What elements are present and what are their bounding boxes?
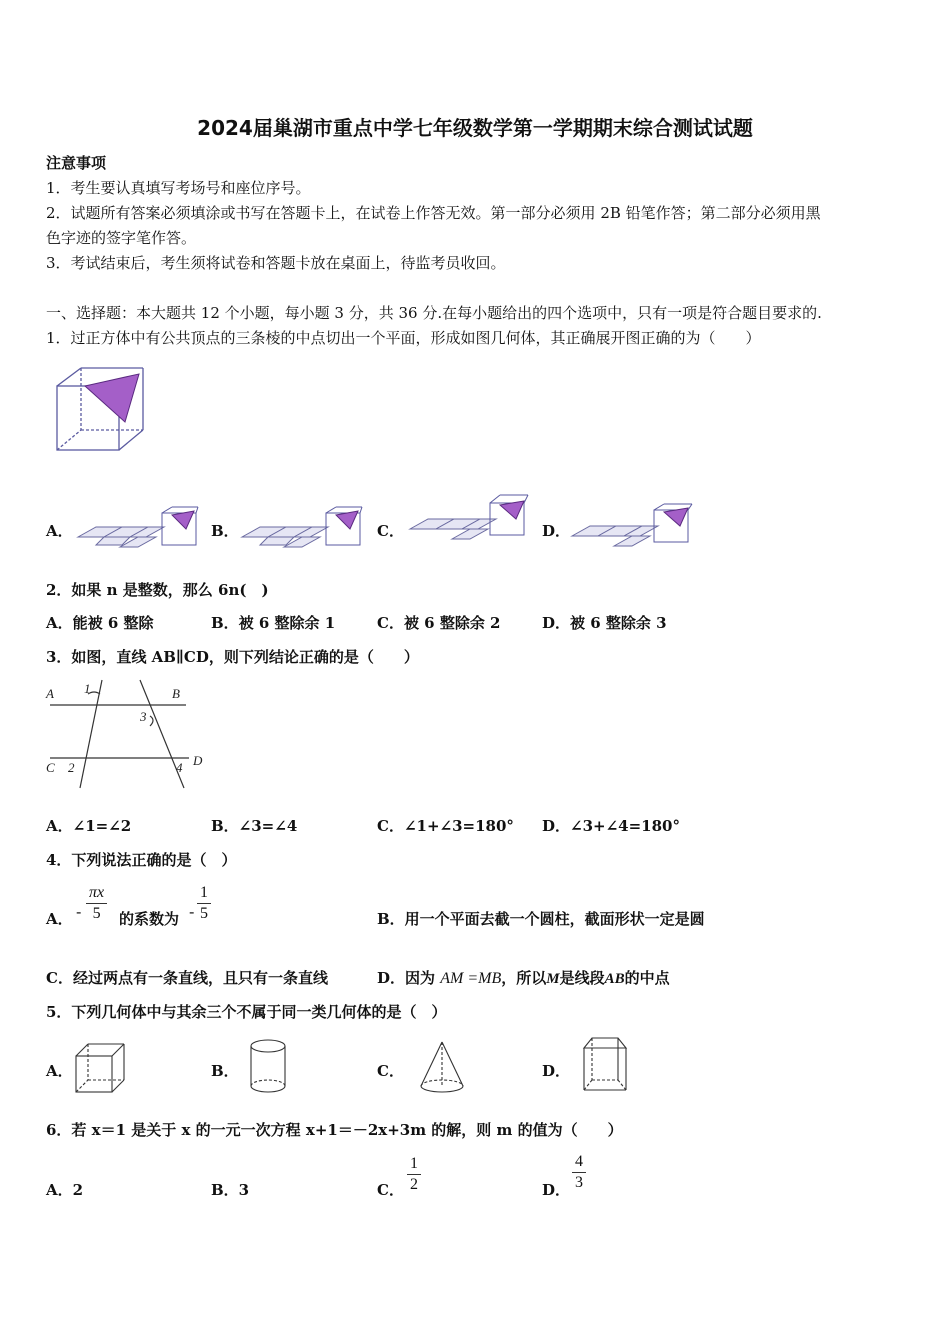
q4-a-fraction-pix-over-5 — [86, 884, 107, 923]
q1-net-d — [570, 502, 695, 552]
q3-label-4: 4 — [176, 760, 183, 775]
q1-text: 1．过正方体中有公共顶点的三条棱的中点切出一个平面，形成如图几何体，其正确展开图正确的为（ ） — [46, 329, 761, 347]
q4-option-a-label: A． — [46, 910, 73, 928]
q6-d-num: 4 — [575, 1153, 583, 1170]
notice-item-2-cont: 色字迹的签字笔作答。 — [46, 229, 197, 247]
q3-option-d[interactable]: D．∠3+∠4=180° — [542, 817, 680, 835]
q4-option-c[interactable]: C．经过两点有一条直线，且只有一条直线 — [46, 969, 328, 987]
q4-option-b[interactable]: B．用一个平面去截一个圆柱，截面形状一定是圆 — [377, 910, 705, 928]
q1-net-b — [240, 505, 365, 555]
q4-d-mid: ，所以 — [501, 969, 547, 987]
q4-option-d[interactable] — [377, 967, 670, 988]
q1-option-d[interactable]: D． — [542, 522, 571, 540]
notice-item-1: 1．考生要认真填写考场号和座位序号。 — [46, 179, 311, 197]
q5-cone-icon — [418, 1040, 466, 1096]
q4-a-frac1-den: 5 — [92, 905, 101, 922]
q3-label-d: D — [193, 753, 203, 768]
notice-heading: 注意事项 — [46, 154, 107, 172]
q4-d-mid2: 是线段 — [559, 969, 605, 987]
q4-text: 4．下列说法正确的是（ ） — [46, 851, 237, 869]
q2-text: 2．如果 n 是整数，那么 6n( ) — [46, 581, 269, 599]
q2-option-b[interactable]: B．被 6 整除余 1 — [211, 614, 336, 632]
q4-d-post: 的中点 — [624, 969, 670, 987]
q1-option-b[interactable]: B． — [211, 522, 239, 540]
q1-net-a — [76, 505, 201, 555]
q4-d-point-m: M — [546, 971, 560, 987]
q5-prism-icon — [582, 1036, 628, 1094]
q4-a-minus-1: - — [76, 902, 82, 921]
q5-option-a[interactable]: A． — [46, 1062, 73, 1080]
q1-net-c — [408, 493, 533, 543]
q4-d-pre: D．因为 — [377, 969, 436, 987]
q5-cube-icon — [74, 1042, 126, 1094]
q3-text: 3．如图，直线 AB∥CD，则下列结论正确的是（ ） — [46, 648, 419, 666]
q2-option-c[interactable]: C．被 6 整除余 2 — [377, 614, 501, 632]
q2-option-d[interactable]: D．被 6 整除余 3 — [542, 614, 667, 632]
q6-option-b[interactable]: B．3 — [211, 1181, 250, 1199]
q3-label-3: 3 — [140, 709, 147, 724]
notice-item-2: 2．试题所有答案必须填涂或书写在答题卡上，在试卷上作答无效。第一部分必须用 2B 铅笔作答；第二部分必须用黑 — [46, 204, 821, 222]
q4-option-a[interactable] — [46, 908, 73, 929]
q3-label-c: C — [46, 760, 55, 775]
q3-option-a[interactable]: A．∠1=∠2 — [46, 817, 132, 835]
q4-a-frac2-den: 5 — [200, 905, 208, 922]
q1-option-a[interactable]: A． — [46, 522, 73, 540]
q6-option-a[interactable]: A．2 — [46, 1181, 84, 1199]
q3-option-c[interactable]: C．∠1+∠3=180° — [377, 817, 514, 835]
q4-d-segment-ab: AB — [604, 971, 625, 987]
notice-item-3: 3．考试结束后，考生须将试卷和答题卡放在桌面上，待监考员收回。 — [46, 254, 506, 272]
section-heading: 一、选择题：本大题共 12 个小题，每小题 3 分，共 36 分.在每小题给出的四个选项中，只有一项是符合题目要求的. — [46, 304, 822, 322]
q4-a-frac1-num: πx — [89, 884, 105, 901]
q2-option-a[interactable]: A．能被 6 整除 — [46, 614, 154, 632]
q6-option-c[interactable]: C． — [377, 1181, 404, 1199]
q6-c-num: 1 — [410, 1155, 418, 1172]
q5-option-d[interactable]: D． — [542, 1062, 571, 1080]
q6-option-d[interactable]: D． — [542, 1181, 571, 1199]
q4-a-frac2-num: 1 — [200, 884, 208, 901]
q6-text: 6．若 x＝1 是关于 x 的一元一次方程 x+1＝－2x+3m 的解，则 m 的值为（ ） — [46, 1121, 623, 1139]
q6-d-fraction — [572, 1153, 586, 1192]
q5-option-c[interactable]: C． — [377, 1062, 404, 1080]
q3-label-b: B — [172, 686, 180, 701]
page-title: 2024届巢湖市重点中学七年级数学第一学期期末综合测试试题 — [197, 116, 753, 140]
q3-label-1: 1 — [84, 681, 91, 696]
q5-text: 5．下列几何体中与其余三个不属于同一类几何体的是（ ） — [46, 1003, 447, 1021]
q3-parallel-lines-figure — [44, 678, 209, 790]
q1-option-c[interactable]: C． — [377, 522, 404, 540]
q5-cylinder-icon — [248, 1038, 288, 1094]
q6-c-fraction — [407, 1155, 421, 1194]
q3-option-b[interactable]: B．∠3=∠4 — [211, 817, 298, 835]
q4-a-minus-2: - — [189, 902, 195, 921]
q4-a-fraction-1-over-5 — [197, 884, 211, 923]
q5-option-b[interactable]: B． — [211, 1062, 239, 1080]
q3-label-2: 2 — [68, 760, 75, 775]
q1-cube-figure — [55, 366, 145, 456]
q6-c-den: 2 — [410, 1176, 418, 1193]
q4-a-coefficient-text: 的系数为 — [119, 910, 180, 928]
q3-label-a: A — [46, 686, 54, 701]
q4-d-equation: AM =MB — [440, 970, 502, 987]
q6-d-den: 3 — [575, 1174, 583, 1191]
